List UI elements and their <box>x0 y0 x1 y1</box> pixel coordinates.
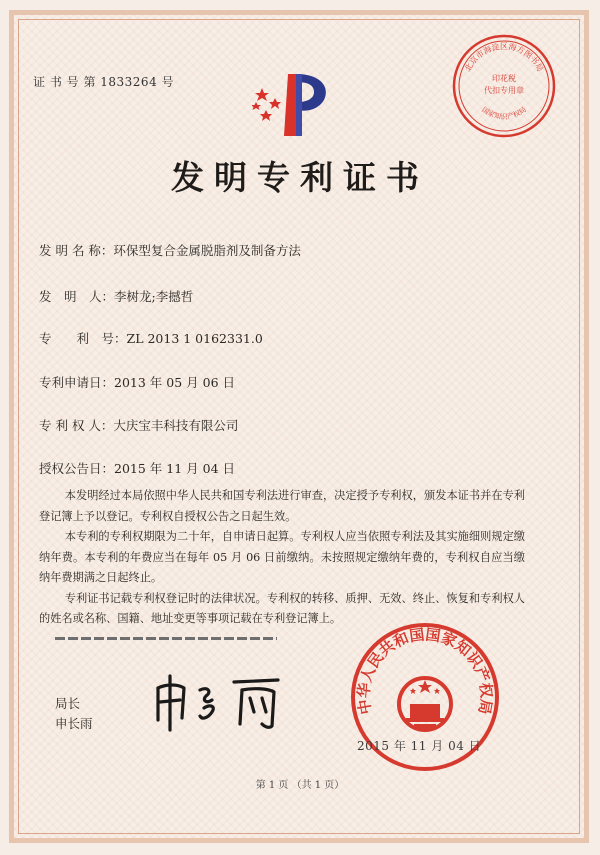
seal-date: 2015 年 11 月 04 日 <box>357 739 482 753</box>
patentee-label: 专 利 权 人： <box>39 418 114 433</box>
stamp-duty-seal <box>449 31 559 141</box>
top-seal-line2: 代扣专用章 <box>484 86 524 95</box>
patentee-value: 大庆宝丰科技有限公司 <box>113 418 239 433</box>
grant-date-value: 2015 年 11 月 04 日 <box>114 461 236 476</box>
inventors-label: 发 明 人： <box>39 289 115 304</box>
invention-name-row <box>39 241 301 259</box>
top-seal-line1: 印花税 <box>492 74 516 83</box>
certificate-body <box>39 486 525 630</box>
application-date-row <box>39 373 235 391</box>
patent-number-value: ZL 2013 1 0162331.0 <box>126 331 263 346</box>
director-name: 申长雨 <box>55 716 93 731</box>
certificate-number: 证 书 号 第 1833264 号 <box>33 75 175 89</box>
application-date-value: 2013 年 05 月 06 日 <box>114 375 236 390</box>
national-emblem-icon <box>399 678 451 730</box>
patent-number-row <box>39 329 263 347</box>
patent-office-logo-icon <box>252 62 332 144</box>
inventors-value: 李树龙;李撼哲 <box>114 289 194 304</box>
inventors-row <box>39 287 193 305</box>
grant-date-label: 授权公告日： <box>39 461 115 476</box>
application-date-label: 专利申请日： <box>39 375 115 390</box>
body-paragraph-2: 本专利的专利权期限为二十年，自申请日起算。专利权人应当依照专利法及其实施细则规定缴纳年费。本专利的年费应当在每年 05 月 06 日前缴纳。未按照规定缴纳年费的，专利权自应当缴纳年费期满之日起终止。 <box>39 530 525 584</box>
page-footer: 第 1 页 （共 1 页） <box>255 780 345 791</box>
director-title: 局长 <box>55 696 81 711</box>
director-signature <box>150 670 290 732</box>
barcode-strip <box>55 637 277 640</box>
top-seal-arc-text: 北京市海淀区海方图书局 <box>463 42 545 74</box>
body-paragraph-1: 本发明经过本局依照中华人民共和国专利法进行审查，决定授予专利权，颁发本证书并在专利登记簿上予以登记。专利权自授权公告之日起生效。 <box>39 489 525 523</box>
document-title: 发明专利证书 <box>171 158 429 197</box>
body-paragraph-3: 专利证书记载专利权登记时的法律状况。专利权的转移、质押、无效、终止、恢复和专利权人的姓名或名称、国籍、地址变更等事项记载在专利登记簿上。 <box>39 591 525 625</box>
grant-date-row <box>39 459 235 477</box>
invention-name-label: 发 明 名 称： <box>39 243 114 258</box>
patentee-row <box>39 416 238 434</box>
patent-number-label: 专 利 号： <box>39 331 127 346</box>
invention-name-value: 环保型复合金属脱脂剂及制备方法 <box>113 243 301 258</box>
top-seal-bottom-text: 国家知识产权局 <box>480 105 528 121</box>
official-seal-text: 中华人民共和国国家知识产权局 <box>354 625 496 716</box>
